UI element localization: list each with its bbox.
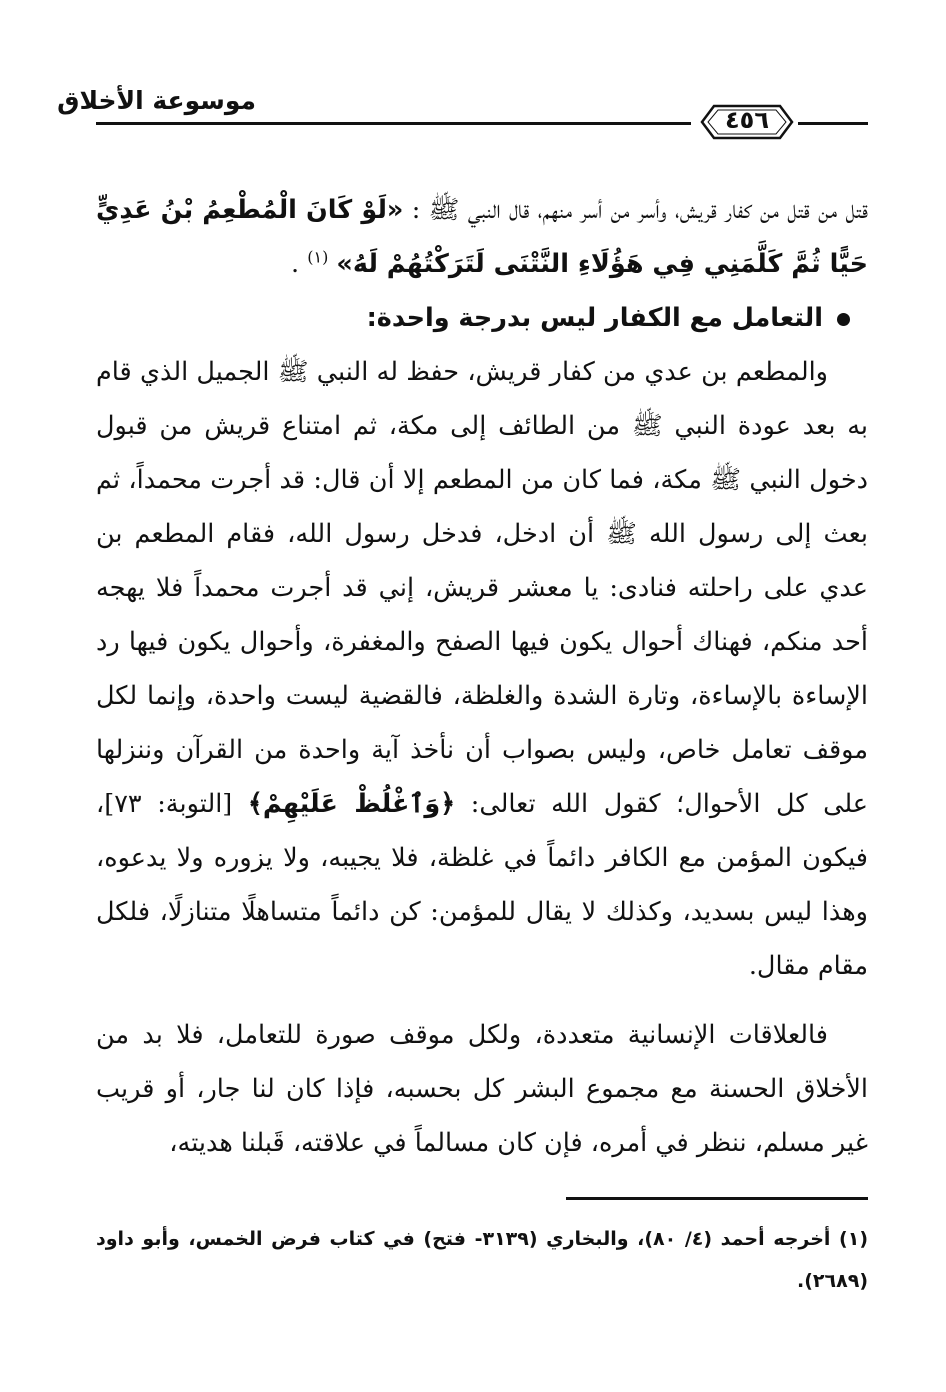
book-title: موسوعة الأخلاق: [57, 86, 256, 115]
page-number: ٤٥٦: [725, 106, 769, 134]
footnote-1: (١) أخرجه أحمد (٤/ ٨٠)، والبخاري (٣١٣٩- فتح) في كتاب فرض الخمس، وأبو داود (٢٦٨٩).: [96, 1228, 869, 1292]
section-heading-text: التعامل مع الكفار ليس بدرجة واحدة:: [366, 303, 823, 333]
quran-verse: ﴿وَٱغْلُظْ عَلَيْهِمْ﴾: [247, 789, 456, 819]
header-rule-left: [96, 122, 691, 125]
main-text: [96, 183, 868, 1170]
footnote-ref-1: (١): [307, 247, 329, 267]
paragraph-2-text: والمطعم بن عدي من كفار قريش، حفظ له النبي ﷺ الجميل الذي قام به بعد عودة النبي ﷺ من الطائف إلى مكة، ثم امتناع قريش من قبول دخول النبي ﷺ مكة، فما كان من المطعم إلا أن قال: قد أجرت محمداً، ثم بعث إلى رسول الله ﷺ أن ادخل، فدخل رسول الله، فقام المطعم بن عدي على راحلته فنادى: يا معشر قريش، إني قد أجرت محمداً فلا يهجه أحد منكم، فهناك أحوال يكون فيها الصفح والمغفرة، وأحوال يكون فيها رد الإساءة بالإساءة، وتارة الشدة والغلظة، فالقضية ليست واحدة، وإنما لكل موقف تعامل خاص، وليس بصواب أن نأخذ آية واحدة من القرآن وننزلها على كل الأحوال؛ كقول الله تعالى:: [96, 357, 868, 819]
section-heading: [96, 291, 868, 345]
paragraph-3: فالعلاقات الإنسانية متعددة، ولكل موقف صورة للتعامل، فلا بد من الأخلاق الحسنة مع مجموع البشر كل بحسبه، فإذا كان لنا جار، أو قريب غير مسلم، ننظر في أمره، فإن كان مسالماً في علاقته، قَبلنا هديته،: [96, 1020, 868, 1158]
paragraph-2-cont: [التوبة: ٧٣]، فيكون المؤمن مع الكافر دائماً في غلظة، فلا يجيبه، ولا يزوره ولا يدعوه، وهذا ليس بسديد، وكذلك لا يقال للمؤمن: كن دائماً متساهلًا متنازلًا، فلكل مقام مقال.: [96, 789, 868, 981]
bullet-icon: [837, 313, 850, 326]
paragraph-1: [96, 183, 868, 291]
paragraph-2: [96, 345, 868, 993]
page-number-ornament: [700, 104, 794, 140]
header-rule-right: [798, 122, 868, 125]
paragraph-1-text: قتل من قتل من كفار قريش، وأسر من أسر منهم، قال النبي ﷺ :: [403, 195, 868, 225]
hadith-quote: «لَوْ كَانَ الْمُطْعِمُ بْنُ عَدِيٍّ حَيًّا ثُمَّ كَلَّمَنِي فِي هَؤُلَاءِ النَّتْنَى لَتَرَكْتُهُمْ لَهُ»: [96, 195, 868, 279]
page-header: [57, 82, 868, 134]
footnote-separator: [566, 1197, 868, 1200]
footnotes: [96, 1218, 868, 1302]
paragraph-1-end: .: [291, 249, 308, 279]
